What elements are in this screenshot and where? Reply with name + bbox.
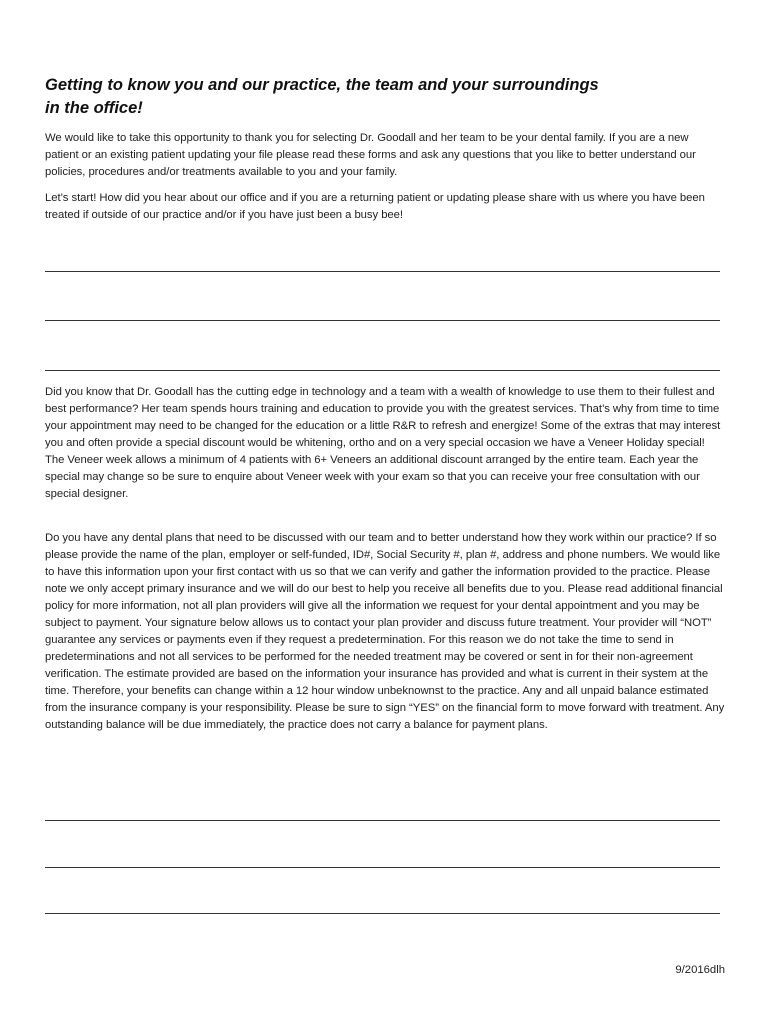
title-line-2: in the office! — [45, 99, 143, 117]
footer-revision-code: 9/2016dlh — [675, 964, 725, 976]
dental-plans-paragraph: Do you have any dental plans that need to be discussed with our team and to better understand how they work within our practice? If so please provide the name of the plan, employer or self-funded, ID#, Social Security #, plan #, address and phone numbers. We would like to have this information upon your first contact with us so that we can verify and gather the information provided to the practice. Please note we only accept primary insurance and we will do our best to help you receive all benefits due to you. Please read additional financial policy for more information, not all plan providers will give all the information we request for your dental appointment and you may be subject to payment. Your signature below allows us to contact your plan provider and discuss future treatment. Your provider will “NOT” guarantee any services or payments even if they request a predetermination. For this reason we do not take the time to send in predeterminations and not all services to be performed for the needed treatment may be covered or sent in for their non-agreement verification. The estimate provided are based on the information your insurance has provided and what is current in their system at the time. Therefore, your benefits can change within a 12 hour window unbeknownst to the practice. Any and all unpaid balance estimated from the insurance company is your responsibility. Please be sure to sign “YES” on the financial form to move forward with treatment. Any outstanding balance will be due immediately, the practice does not carry a balance for payment plans. — [45, 532, 725, 731]
answer-line[interactable] — [45, 820, 720, 821]
technology-paragraph: Did you know that Dr. Goodall has the cutting edge in technology and a team with a wealth of knowledge to use them to their fullest and best performance? Her team spends hours training and education to provide you with the greatest services. That’s why from time to time your appointment may need to be changed for the education or a little R&R to refresh and energize! Some of the extras that may interest you and often provide a special discount would be whitening, ortho and on a very special occasion we have a Veneer Holiday special! The Veneer week allows a minimum of 4 patients with 6+ Veneers an additional discount arranged by the entire team. Each year the special may change so be sure to enquire about Veneer week with your exam so that you can receive your free consultation with our special designer. — [45, 386, 721, 500]
referral-question-paragraph: Let’s start! How did you hear about our office and if you are a returning patient or updating please share with us where you have been treated if outside of our practice and/or if you have just been a busy bee! — [45, 192, 705, 221]
page-title — [45, 74, 725, 120]
title-line-1: Getting to know you and our practice, the team and your surroundings — [45, 76, 599, 94]
answer-line[interactable] — [45, 271, 720, 272]
intro-paragraph: We would like to take this opportunity to thank you for selecting Dr. Goodall and her team to be your dental family. If you are a new patient or an existing patient updating your file please read these forms and ask any questions that you like to better understand our policies, procedures and/or treatments available to you and your family. — [45, 132, 696, 178]
answer-line[interactable] — [45, 320, 720, 321]
answer-line[interactable] — [45, 867, 720, 868]
answer-line[interactable] — [45, 370, 720, 371]
answer-line[interactable] — [45, 913, 720, 914]
document-page — [45, 0, 725, 1024]
